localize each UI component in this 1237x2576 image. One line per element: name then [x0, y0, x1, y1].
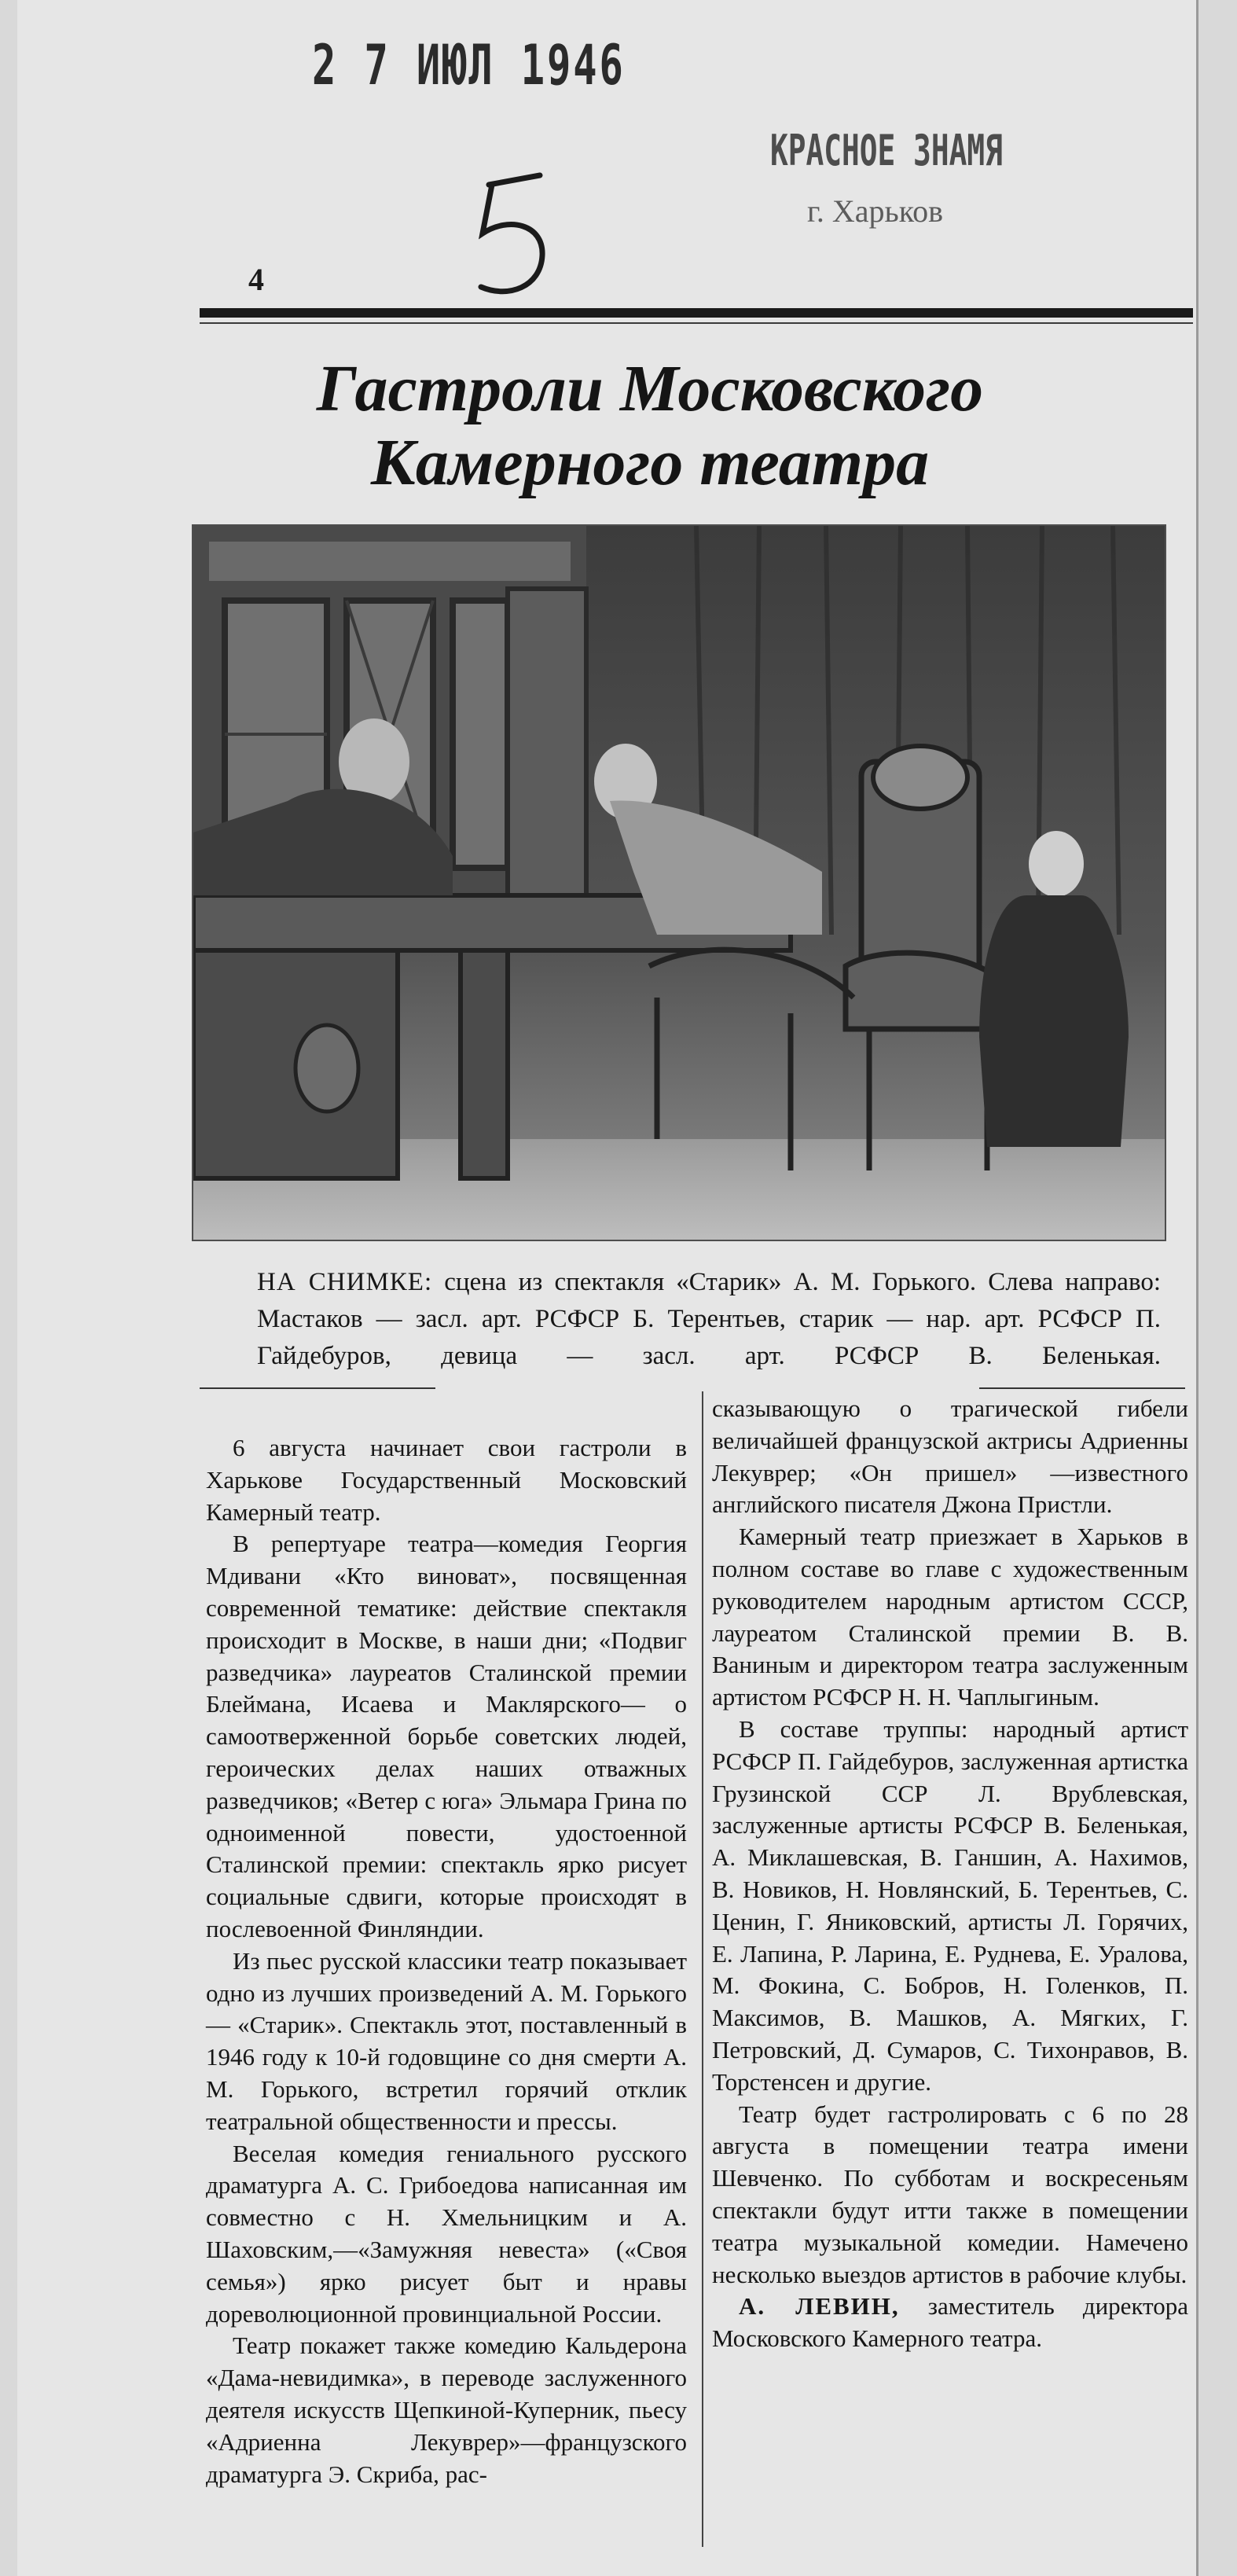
- city-stamp: г. Харьков: [807, 193, 944, 229]
- caption-text: сцена из спектакля «Старик» А. М. Горького. Слева направо: Мастаков — засл. арт. РСФСР Б. Терентьев, старик — нар. арт. РСФСР П. Гайдебуров, девица — засл. арт. РСФСР В. Беленькая.: [257, 1268, 1161, 1370]
- paragraph: Веселая комедия гениального русского драматурга А. С. Грибоедова написанная им совместно с Н. Хмельницким и А. Шаховским,—«Замужняя невеста» («Своя семья») ярко рисует быт и нравы дореволюционной провинциальной России.: [206, 2139, 687, 2328]
- paragraph: Из пьес русской классики театр показывает одно из лучших произведений А. М. Горького — «Старик». Спектакль этот, поставленный в 1946 году к 10-й годовщине со дня смерти А. М. Горького, встретил горячий отклик театральной общественности и прессы.: [206, 1946, 687, 2135]
- caption-label: НА СНИМКЕ:: [257, 1268, 433, 1296]
- paragraph: сказывающую о трагической гибели величайшей французской актрисы Адриенны Лекуврер; «Он пришел» —известного английского писателя Джона Пристли.: [712, 1395, 1188, 1519]
- date-stamp: 2 7 ИЮЛ 1946: [312, 33, 626, 97]
- paragraph: 6 августа начинает свои гастроли в Харькове Государственный Московский Камерный театр.: [206, 1434, 687, 1526]
- photo-caption: [257, 1264, 1161, 1375]
- author-title: заместитель директора Московского Камерного театра.: [712, 2292, 1188, 2353]
- column-divider: [702, 1391, 703, 2547]
- paragraph: Театр будет гастролировать с 6 по 28 августа в помещении театра имени Шевченко. По субботам и воскресеньям спектакли будут итти также в помещении театра музыкальной комедии. Намечено несколько выездов артистов в рабочие клубы.: [712, 2100, 1188, 2288]
- paragraph: Камерный театр приезжает в Харьков в полном составе во главе с художественным руководителем народным артистом СССР, лауреатом Сталинской премии В. В. Ваниным и директором театра заслуженным артистом РСФСР Н. Н. Чаплыгиным.: [712, 1523, 1188, 1711]
- paragraph: В составе труппы: народный артист РСФСР П. Гайдебуров, заслуженная артистка Грузинской ССР Л. Врублевская, заслуженные артисты РСФСР В. Беленькая, А. Миклашевская, В. Ганшин, А. Нахимов, В. Новиков, Н. Новлянский, Б. Терентьев, С. Ценин, Г. Яниковский, артисты Л. Горячих, Е. Лапина, Р. Ларина, Е. Руднева, Е. Уралова, М. Фокина, С. Бобров, Н. Голенков, П. Максимов, В. Машков, А. Мягких, Г. Петровский, Д. Сумаров, С. Тихонравов, В. Торстенсен и другие.: [712, 1714, 1188, 2096]
- newspaper-stamp: КРАСНОЕ ЗНАМЯ: [770, 126, 1003, 175]
- article-column-left: [206, 1432, 687, 2490]
- author-name: А. ЛЕВИН,: [739, 2292, 900, 2321]
- headline-line-2: Камерного театра: [370, 426, 930, 499]
- paragraph: В репертуаре театра—комедия Георгия Мдивани «Кто виноват», посвященная современной тематике: действие спектакля происходит в Москве, в наши дни; «Подвиг разведчика» лауреатов Сталинской премии Блеймана, Исаева и Маклярского— о самоотверженной борьбе советских людей, героических делах наших отважных разведчиков; «Ветер с юга» Эльмара Грина по одноименной повести, удостоенной Сталинской премии: спектакль ярко рисует социальные сдвиги, которые происходят в послевоенной Финляндии.: [206, 1530, 687, 1942]
- paragraph: Театр покажет также комедию Кальдерона «Дама-невидимка», в переводе заслуженного деятеля искусств Щепкиной-Куперник, пьесу «Адриенна Лекуврер»—французского драматурга Э. Скриба, рас-: [206, 2332, 687, 2488]
- stage-photo: [192, 524, 1166, 1241]
- header-rule: [200, 308, 1193, 318]
- author-signature: [712, 2291, 1188, 2355]
- handwritten-number-5: [465, 169, 560, 303]
- caption-rule-left: [200, 1387, 435, 1389]
- headline-line-1: Гастроли Московского: [316, 352, 984, 425]
- stage-photo-illustration: [193, 526, 1165, 1240]
- article-headline: [198, 352, 1102, 500]
- page-number: 4: [248, 262, 264, 297]
- header-rule-thin: [200, 322, 1193, 324]
- caption-rule-right: [979, 1387, 1185, 1389]
- article-column-right: [712, 1393, 1188, 2355]
- newspaper-clipping: [17, 0, 1198, 2576]
